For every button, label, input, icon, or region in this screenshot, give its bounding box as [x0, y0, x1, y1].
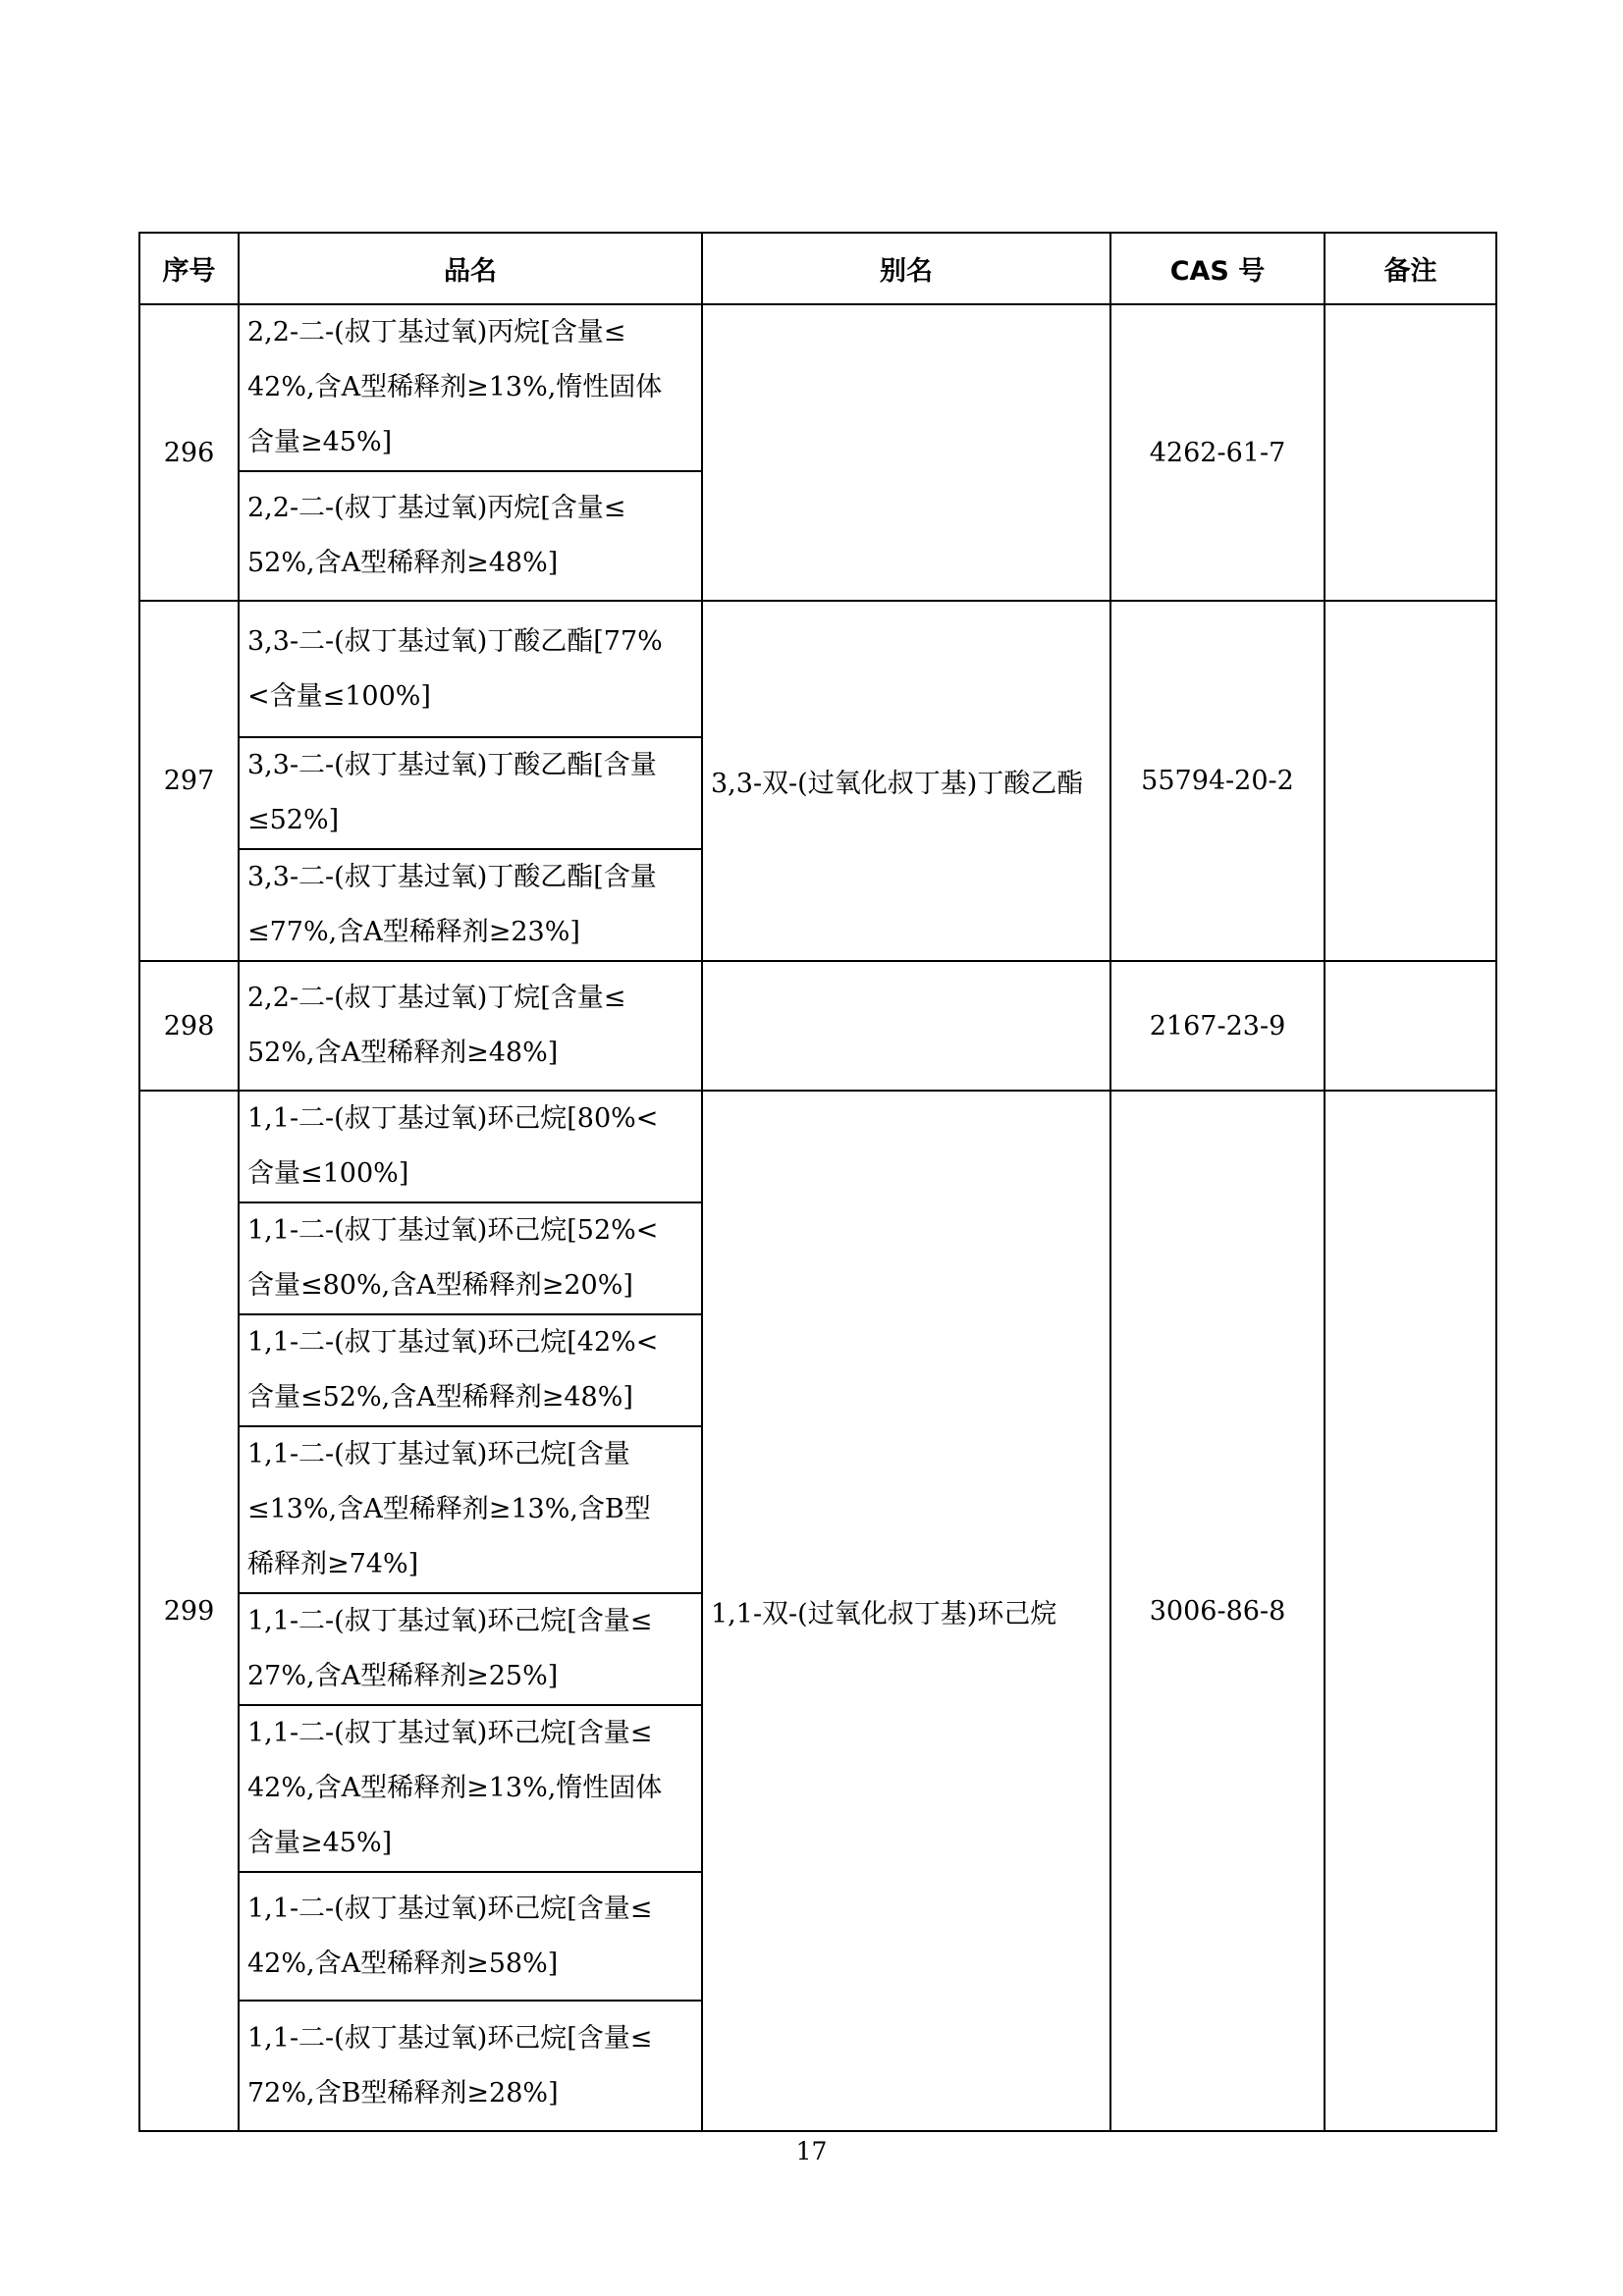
header-remark: 备注: [1325, 233, 1496, 304]
name-line: 稀释剂≥74%]: [247, 1549, 419, 1579]
name-line: 含量≤80%,含A型稀释剂≥20%]: [247, 1270, 633, 1301]
cas-number: 4262-61-7: [1110, 304, 1325, 601]
remark-cell: [1325, 601, 1496, 961]
product-name: [239, 961, 702, 1091]
header-cas: CAS 号: [1110, 233, 1325, 304]
product-name: [239, 1593, 702, 1705]
hazardous-chemicals-table: [138, 232, 1497, 2132]
alias-cell: 1,1-双-(过氧化叔丁基)环己烷: [702, 1091, 1110, 2131]
name-line: 52%,含A型稀释剂≥48%]: [247, 548, 559, 578]
cas-number: 3006-86-8: [1110, 1091, 1325, 2131]
product-name: [239, 849, 702, 961]
name-line: 1,1-二-(叔丁基过氧)环己烷[含量≤: [247, 1718, 653, 1748]
name-line: 42%,含A型稀释剂≥13%,惰性固体: [247, 1773, 663, 1803]
product-name: [239, 1705, 702, 1872]
row-index: 298: [139, 961, 239, 1091]
row-index: 299: [139, 1091, 239, 2131]
name-line: 42%,含A型稀释剂≥13%,惰性固体: [247, 372, 663, 402]
name-line: 含量≤52%,含A型稀释剂≥48%]: [247, 1382, 633, 1413]
name-line: 2,2-二-(叔丁基过氧)丙烷[含量≤: [247, 317, 626, 347]
product-name: [239, 471, 702, 601]
row-index: 297: [139, 601, 239, 961]
table-row: [139, 601, 1496, 737]
name-line: 27%,含A型稀释剂≥25%]: [247, 1661, 559, 1691]
name-line: 1,1-二-(叔丁基过氧)环己烷[42%<: [247, 1327, 659, 1358]
product-name: [239, 304, 702, 471]
table-row: [139, 1091, 1496, 1202]
row-index: 296: [139, 304, 239, 601]
alias-cell: [702, 961, 1110, 1091]
name-line: 含量≤100%]: [247, 1158, 409, 1189]
product-name: [239, 737, 702, 849]
name-line: 1,1-二-(叔丁基过氧)环己烷[80%<: [247, 1103, 659, 1134]
name-line: 3,3-二-(叔丁基过氧)丁酸乙酯[含量: [247, 862, 657, 892]
header-index: 序号: [139, 233, 239, 304]
name-line: 1,1-二-(叔丁基过氧)环己烷[含量≤: [247, 1893, 653, 1924]
name-line: 72%,含B型稀释剂≥28%]: [247, 2077, 559, 2109]
table-row: [139, 304, 1496, 471]
name-line: 1,1-二-(叔丁基过氧)环己烷[含量: [247, 1439, 630, 1469]
name-line: <含量≤100%]: [247, 680, 431, 712]
alias-cell: 3,3-双-(过氧化叔丁基)丁酸乙酯: [702, 601, 1110, 961]
name-line: 42%,含A型稀释剂≥58%]: [247, 1948, 559, 1979]
name-line: 含量≥45%]: [247, 1828, 393, 1858]
page-number: 17: [795, 2137, 828, 2165]
cas-number: 2167-23-9: [1110, 961, 1325, 1091]
name-line: 52%,含A型稀释剂≥48%]: [247, 1038, 559, 1068]
name-line: 3,3-二-(叔丁基过氧)丁酸乙酯[含量: [247, 750, 657, 780]
name-line: 2,2-二-(叔丁基过氧)丙烷[含量≤: [247, 493, 626, 523]
table-row: [139, 961, 1496, 1091]
remark-cell: [1325, 961, 1496, 1091]
product-name: [239, 2001, 702, 2131]
name-line: 2,2-二-(叔丁基过氧)丁烷[含量≤: [247, 983, 626, 1013]
name-line: 1,1-二-(叔丁基过氧)环己烷[52%<: [247, 1215, 659, 1246]
name-line: 1,1-二-(叔丁基过氧)环己烷[含量≤: [247, 2022, 653, 2054]
name-line: 3,3-二-(叔丁基过氧)丁酸乙酯[77%: [247, 625, 663, 657]
table-header-row: [139, 233, 1496, 304]
remark-cell: [1325, 304, 1496, 601]
header-name: 品名: [239, 233, 702, 304]
product-name: [239, 1314, 702, 1426]
product-name: [239, 1091, 702, 1202]
product-name: [239, 1872, 702, 2001]
product-name: [239, 1202, 702, 1314]
name-line: ≤52%]: [247, 805, 340, 835]
product-name: [239, 1426, 702, 1593]
cas-number: 55794-20-2: [1110, 601, 1325, 961]
name-line: ≤13%,含A型稀释剂≥13%,含B型: [247, 1494, 651, 1524]
name-line: 1,1-二-(叔丁基过氧)环己烷[含量≤: [247, 1606, 653, 1636]
remark-cell: [1325, 1091, 1496, 2131]
header-alias: 别名: [702, 233, 1110, 304]
name-line: 含量≥45%]: [247, 427, 393, 457]
alias-cell: [702, 304, 1110, 601]
name-line: ≤77%,含A型稀释剂≥23%]: [247, 917, 580, 947]
product-name: [239, 601, 702, 737]
